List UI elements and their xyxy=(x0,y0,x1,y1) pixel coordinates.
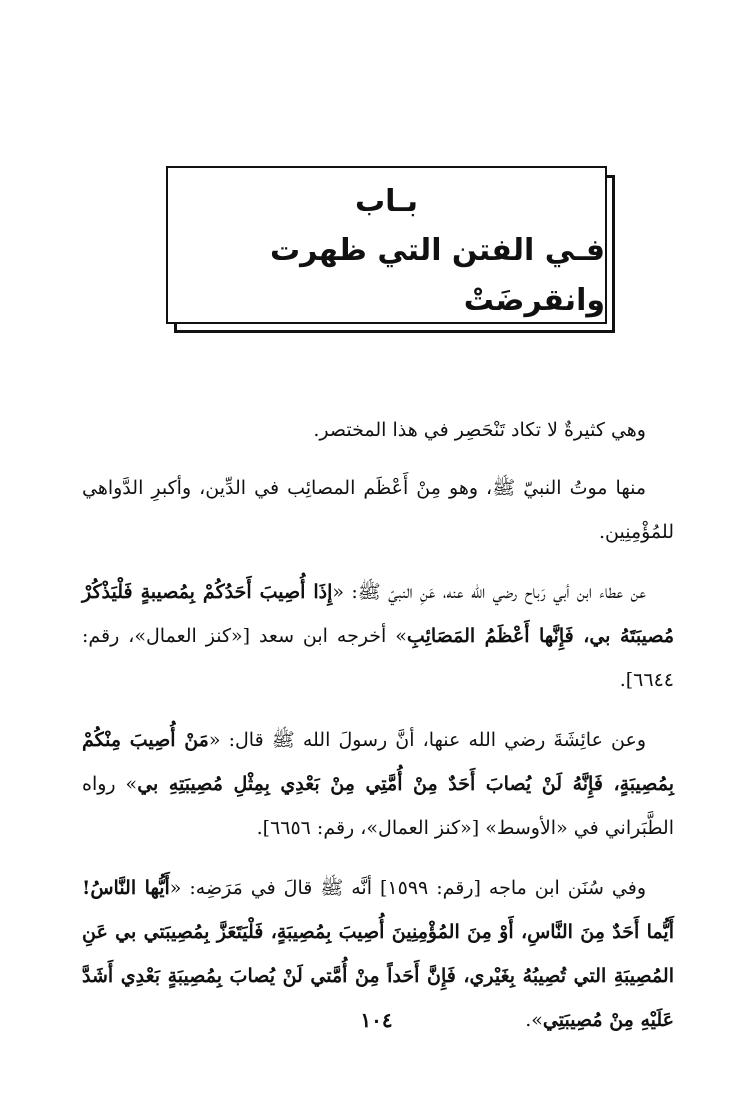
narration-intro: عن عطاء ابن أبي رَباح رضي الله عنه، عَنِ النبيّ ﷺ: « xyxy=(332,581,646,603)
paragraph-prophet-death xyxy=(82,466,674,554)
chapter-heading: فـي الفتن التي ظهرت وانقرضَتْ xyxy=(270,233,605,318)
chapter-label: بـاب xyxy=(355,184,418,219)
hadith-source: ». xyxy=(525,1009,543,1031)
paragraph-text: منها موتُ النبيّ ﷺ، وهو مِنْ أَعْظَم المصائِب في الدِّين، وأكبرِ الدَّواهي للمُؤْمِنِين. xyxy=(82,477,674,543)
chapter-title xyxy=(168,168,605,322)
hadith-text: مَنْ أُصِيبَ مِنْكُمْ بِمُصِيبَةٍ، فَإِنَّهُ لَنْ يُصابَ أَحَدٌ مِنْ أُمَّتِي مِنْ بَعْدِي بِمِثْلِ مُصِيبَتِهِ بي xyxy=(82,729,674,795)
paragraph-hadith-ata xyxy=(82,570,674,702)
narration-intro: وعن عائِشَةَ رضي الله عنها، أنَّ رسولَ الله ﷺ قال: « xyxy=(208,729,646,751)
hadith-source: » رواه الطَّبَراني في «الأوسط» [«كنز العمال»، رقم: ٦٦٥٦]. xyxy=(82,773,674,839)
paragraph-text: وهي كثيرةٌ لا تكاد تَنْحَصِر في هذا المختصر. xyxy=(313,419,646,441)
hadith-text: أَيُّها النَّاسُ! أَيُّما أَحَدٌ مِنَ النَّاسِ، أَوْ مِنَ المُؤْمِنِينَ أُصِيبَ بِمُصِيبَةٍ، فَلْيَتَعَزَّ بِمُصِيبَتي بي عَنِ المُصِيبَةِ التي تُصِيبُهُ بِغَيْري، فَإِنَّ أَحَداً مِنْ أُمَّتي لَنْ يُصابَ بِمُصِيبَةٍ بَعْدِي أَشَدَّ عَلَيْهِ مِنْ مُصِيبَتِي xyxy=(82,877,674,1031)
page-number: ١٠٤ xyxy=(360,1008,393,1032)
hadith-text: إِذَا أُصِيبَ أَحَدُكُمْ بِمُصيبةٍ فَلْيَذْكُرْ مُصيبَتَهُ بي، فَإِنَّها أَعْظَمُ المَصَائِبِ xyxy=(82,581,675,647)
chapter-title-box xyxy=(166,166,607,324)
main-text xyxy=(82,408,674,1058)
hadith-source: » أخرجه ابن سعد [«كنز العمال»، رقم: ٦٦٤٤]. xyxy=(82,625,674,691)
narration-intro: وفي سُنَن ابن ماجه [رقم: ١٥٩٩] أنَّه ﷺ قالَ في مَرَضِه: « xyxy=(169,877,646,899)
paragraph-intro xyxy=(82,408,674,452)
paragraph-hadith-aisha xyxy=(82,718,674,850)
